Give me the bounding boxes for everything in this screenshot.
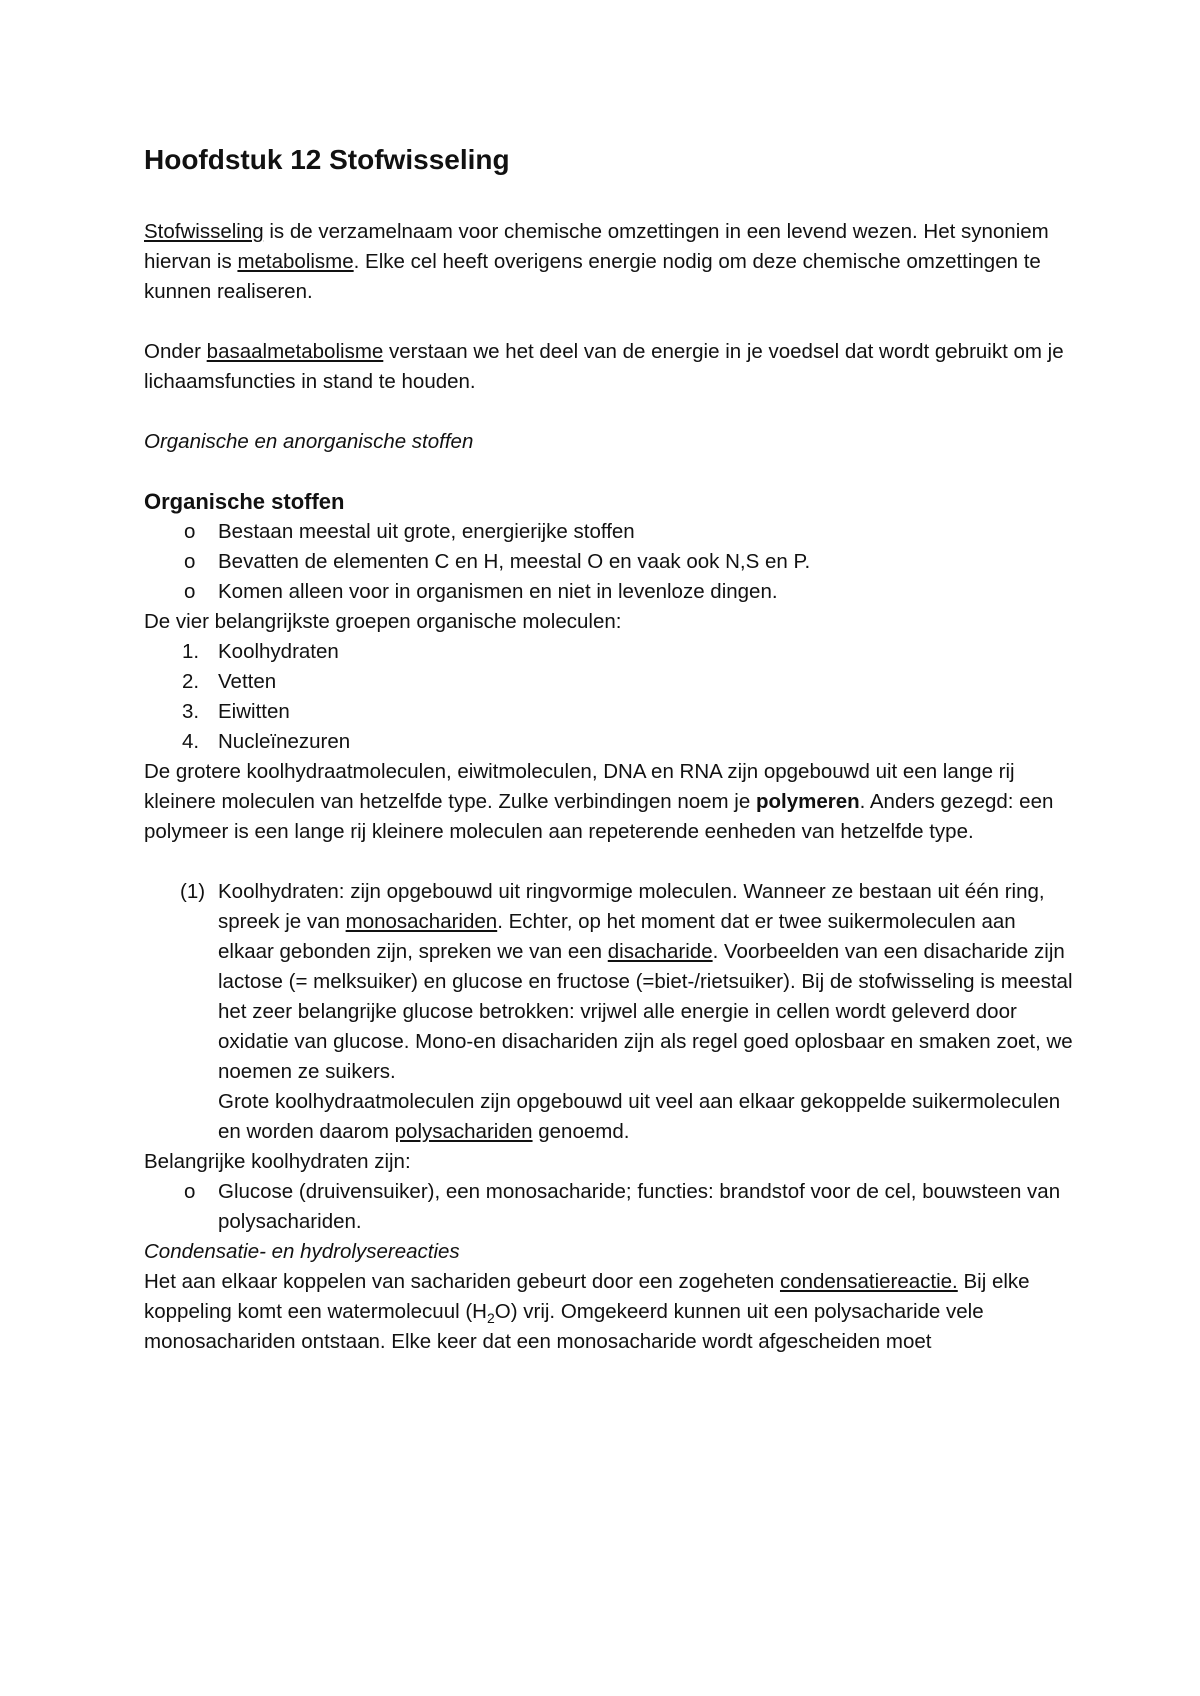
carbs-bullet-list [144, 1177, 1074, 1237]
paragraph-text: Bij elke koppeling komt een watermolecuul (H [144, 1270, 1030, 1323]
paragraph-text: . Anders gezegd: een polymeer is een lange rij kleinere moleculen aan repeterende eenheden van hetzelfde type. [144, 790, 1054, 843]
list-label: Vetten [218, 670, 277, 693]
list-label: Nucleïnezuren [218, 730, 351, 753]
paragraph-text: Koolhydraten: zijn opgebouwd uit ringvormige moleculen. Wanneer ze bestaan uit één ring, spreek je van [218, 880, 1045, 933]
paragraph-condensatie [144, 1267, 1074, 1357]
groups-numbered-list [144, 637, 1074, 757]
subheading-condensatie: Condensatie- en hydrolysereacties [144, 1240, 460, 1263]
document-page [144, 140, 1074, 1357]
list-item: o Bevatten de elementen C en H, meestal O en vaak ook N,S en P. [144, 547, 1074, 577]
paragraph-text: Het aan elkaar koppelen van sachariden gebeurt door een zogeheten [144, 1270, 780, 1293]
paragraph-text: De grotere koolhydraatmoleculen, eiwitmoleculen, DNA en RNA zijn opgebouwd uit een lange rij kleinere moleculen van hetzelfde type. Zulke verbindingen noem je [144, 760, 1015, 813]
subheading-organic-inorganic: Organische en anorganische stoffen [144, 430, 474, 453]
paragraph-text: O) vrij. Omgekeerd kunnen uit een polysacharide vele monosachariden ontstaan. Elke keer dat een monosacharide wordt afgescheiden moet [144, 1300, 984, 1353]
list-item: o Bestaan meestal uit grote, energierijke stoffen [144, 517, 1074, 547]
list-item [144, 667, 1074, 697]
paragraph-text: genoemd. [532, 1120, 630, 1143]
term-polymeren: polymeren [755, 790, 860, 813]
paragraph-text: . Voorbeelden van een disacharide zijn lactose (= melksuiker) en glucose en fructose (=biet-/rietsuiker). Bij de stofwisseling is meestal het zeer belangrijke glucose betrokken: vrijwel alle energie in cellen wordt geleverd door oxidatie van glucose. Mono-en disachariden zijn als regel goed oplosbaar en smaken zoet, we noemen ze suikers. [218, 940, 1073, 1083]
paragraph-text: . Elke cel heeft overigens energie nodig om deze chemische omzettingen te kunnen realiseren. [144, 250, 1041, 303]
term-monosachariden: monosachariden [345, 910, 498, 933]
list-number: 4. [182, 730, 200, 753]
paragraph-text: verstaan we het deel van de energie in je voedsel dat wordt gebruikt om je lichaamsfuncties in stand te houden. [144, 340, 1064, 393]
heading-organische-stoffen: Organische stoffen [144, 489, 345, 514]
term-metabolisme: metabolisme [237, 250, 354, 273]
list-item [144, 637, 1074, 667]
page-title: Hoofdstuk 12 Stofwisseling [144, 144, 510, 175]
list-number: 3. [182, 700, 200, 723]
list-item: o Glucose (druivensuiker), een monosacharide; functies: brandstof voor de cel, bouwsteen van polysachariden. [144, 1177, 1074, 1237]
paragraph-text: Onder [144, 340, 207, 363]
list-number: 2. [182, 670, 200, 693]
list-label: Koolhydraten [218, 640, 339, 663]
list-number: 1. [182, 640, 200, 663]
list-label: Eiwitten [218, 700, 290, 723]
term-polysachariden: polysachariden [394, 1120, 533, 1143]
term-disacharide: disacharide [607, 940, 713, 963]
paragraph-basaalmetabolisme [144, 337, 1074, 397]
organic-bullet-list [144, 517, 1074, 607]
paragraph-text: Grote koolhydraatmoleculen zijn opgebouwd uit veel aan elkaar gekoppelde suikermoleculen en worden daarom [218, 1090, 1061, 1143]
enum-number: (1) [180, 880, 206, 903]
list-item [144, 727, 1074, 757]
paragraph-text: . Echter, op het moment dat er twee suikermoleculen aan elkaar gebonden zijn, spreken we van een [218, 910, 1016, 963]
term-basaalmetabolisme: basaalmetabolisme [206, 340, 384, 363]
list-item: o Komen alleen voor in organismen en niet in levenloze dingen. [144, 577, 1074, 607]
paragraph-stofwisseling [144, 217, 1074, 307]
carbs-intro: Belangrijke koolhydraten zijn: [144, 1150, 411, 1173]
paragraph-polymeren [144, 757, 1074, 847]
term-condensatiereactie: condensatiereactie. [779, 1270, 958, 1293]
paragraph-polysachariden [218, 1087, 1074, 1147]
paragraph-text: is de verzamelnaam voor chemische omzettingen in een levend wezen. Het synoniem hiervan is [144, 220, 1049, 273]
groups-intro: De vier belangrijkste groepen organische moleculen: [144, 610, 622, 633]
term-stofwisseling: Stofwisseling [144, 220, 264, 243]
list-item [144, 697, 1074, 727]
subscript-2: 2 [486, 1310, 495, 1327]
enumerated-item-koolhydraten [144, 877, 1074, 1147]
paragraph-koolhydraten [218, 877, 1074, 1087]
